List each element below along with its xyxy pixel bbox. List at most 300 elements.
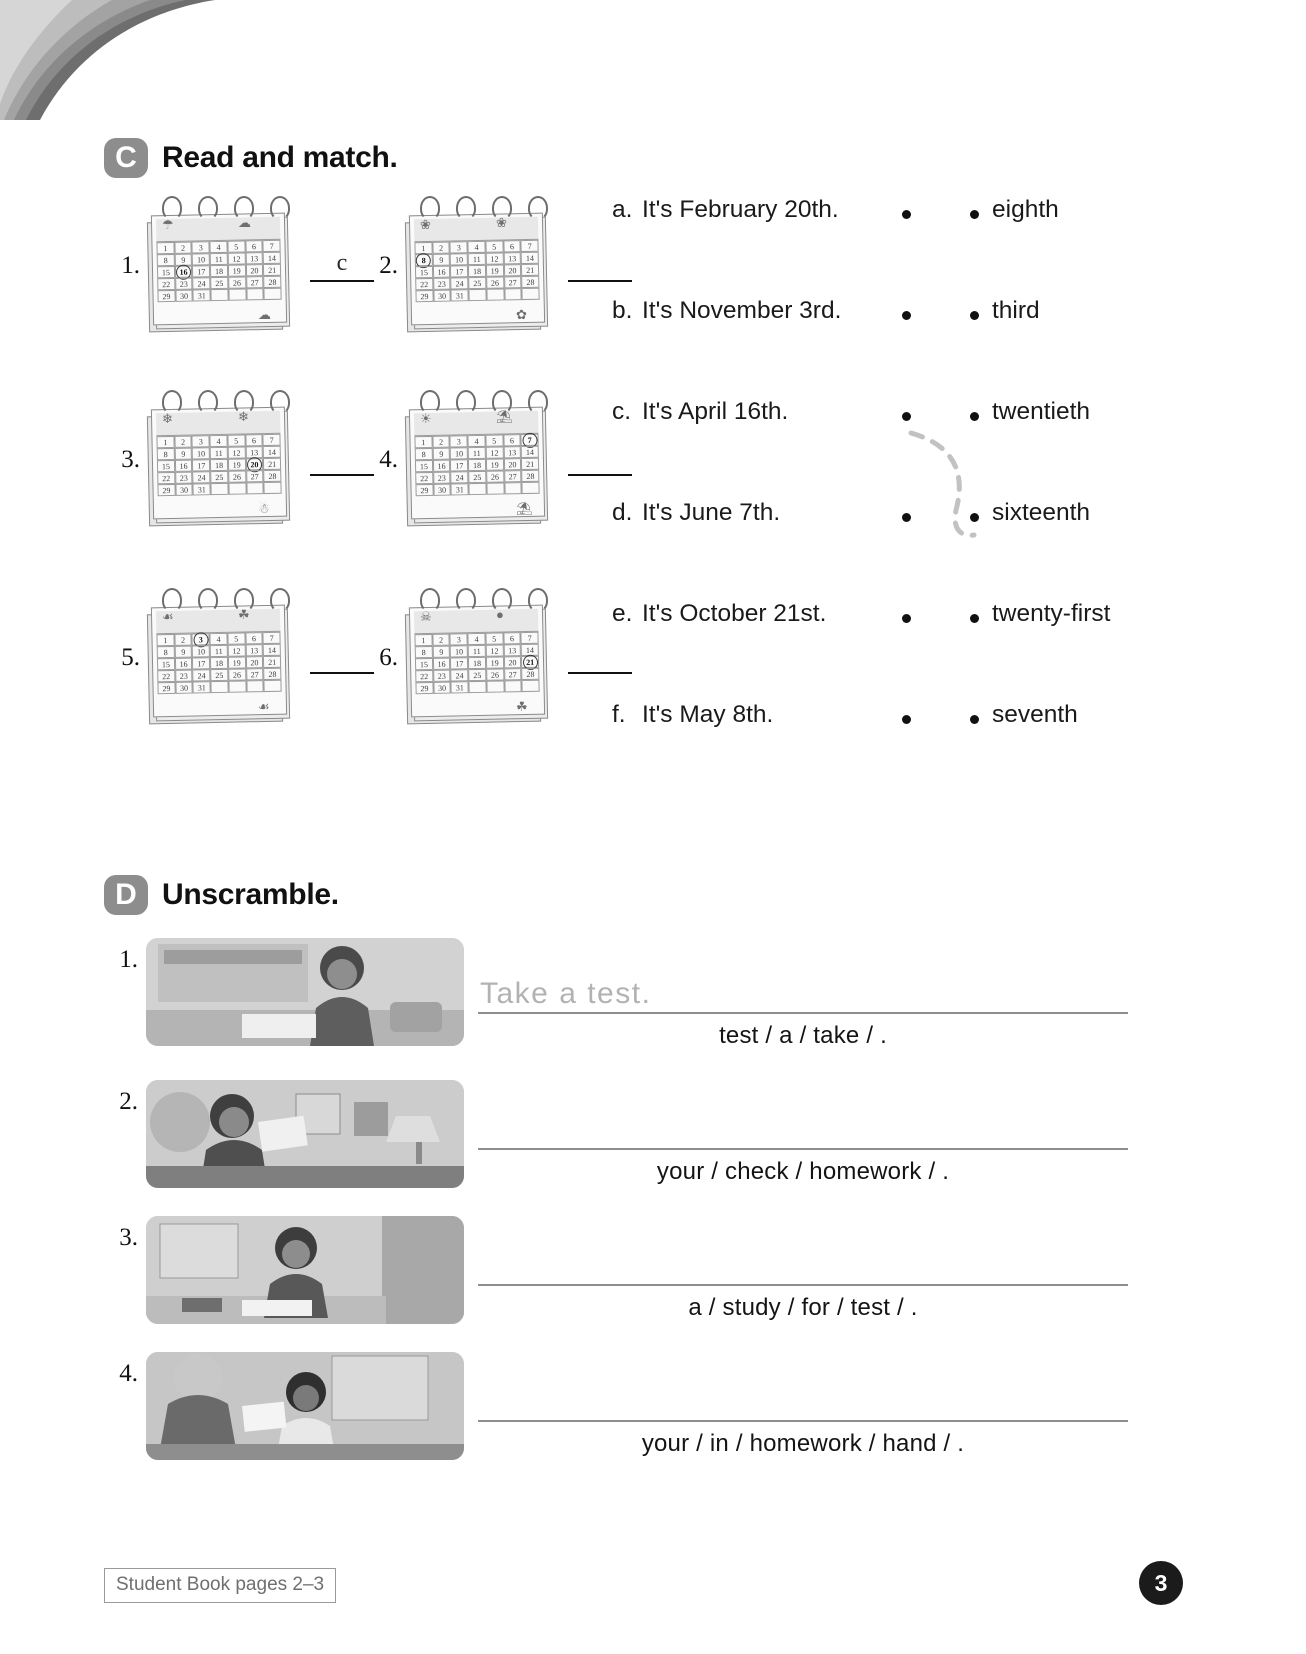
calendar-day-cell: 7 <box>263 632 281 644</box>
calendar-day-cell: 5 <box>485 240 503 252</box>
calendar-season-icon: ❄ <box>238 409 249 424</box>
calendar-day-cell: 5 <box>227 632 245 644</box>
calendar-day-cell: 9 <box>174 448 192 460</box>
section-d-badge: D <box>104 875 148 915</box>
match-right-text: seventh <box>992 701 1078 728</box>
calendar-day-cell: 8 <box>415 448 433 460</box>
match-left-dot[interactable] <box>902 412 911 421</box>
match-left-letter: d. <box>612 499 633 526</box>
section-c-header <box>104 138 398 178</box>
calendar-day-cell: 23 <box>175 278 193 290</box>
match-right-text: third <box>992 297 1040 324</box>
match-left-text: It's June 7th. <box>642 499 781 526</box>
unscramble-word-bank: test / a / take / . <box>719 1022 887 1049</box>
calendar-item-2 <box>362 196 632 336</box>
calendar-day-cell: 23 <box>175 670 193 682</box>
calendar-day-cell <box>246 680 264 692</box>
unscramble-item-1 <box>104 938 464 1046</box>
calendar-season-icon: ☂ <box>162 217 174 232</box>
calendar-day-cell: 17 <box>192 265 210 277</box>
calendar-day-cell: 10 <box>192 645 210 657</box>
calendar-day-cell: 13 <box>245 644 263 656</box>
calendar-day-cell: 28 <box>263 470 281 482</box>
calendar-season-icon: ☁ <box>258 307 271 322</box>
calendar-day-cell: 23 <box>433 278 451 290</box>
match-left-text: It's October 21st. <box>642 600 827 627</box>
match-row <box>612 600 1172 701</box>
calendar-day-cell: 18 <box>210 657 228 669</box>
unscramble-answer-area <box>478 968 1128 1050</box>
calendar-day-cell: 2 <box>432 436 450 448</box>
calendar-day-cell: 27 <box>246 668 264 680</box>
calendar-day-cell: 28 <box>521 276 539 288</box>
unscramble-write-line[interactable] <box>478 968 1128 1014</box>
corner-decoration <box>0 0 260 120</box>
match-left-dot[interactable] <box>902 513 911 522</box>
match-row <box>612 499 1172 600</box>
calendar-day-cell: 15 <box>415 658 433 670</box>
match-row <box>612 701 1172 802</box>
student-book-reference: Student Book pages 2–3 <box>104 1568 336 1603</box>
calendar-day-cell: 14 <box>263 252 281 264</box>
section-d-header <box>104 875 339 915</box>
calendar-day-cell <box>228 680 246 692</box>
calendar-day-cell: 6 <box>503 240 521 252</box>
calendar-season-icon: ✿ <box>516 307 527 322</box>
calendar-day-cell: 12 <box>228 446 246 458</box>
calendar-day-cell: 11 <box>468 253 486 265</box>
calendar-image <box>146 196 296 336</box>
calendar-day-cell: 2 <box>432 242 450 254</box>
calendar-day-cell: 26 <box>228 276 246 288</box>
match-right-text: eighth <box>992 196 1059 223</box>
calendar-day-cell: 4 <box>210 241 228 253</box>
calendar-day-cell: 6 <box>245 240 263 252</box>
match-right-dot[interactable] <box>970 715 979 724</box>
calendar-day-cell: 1 <box>156 242 174 254</box>
calendar-day-cell: 14 <box>263 644 281 656</box>
calendar-day-cell <box>522 482 540 494</box>
calendar-day-cell: 30 <box>175 682 193 694</box>
calendar-day-cell: 7 <box>521 240 539 252</box>
calendar-day-cell: 28 <box>521 668 539 680</box>
calendar-day-cell: 31 <box>193 289 211 301</box>
calendar-day-cell: 14 <box>521 644 539 656</box>
match-row <box>612 196 1172 297</box>
calendar-item-number: 1. <box>121 252 140 279</box>
calendar-season-icon: ⛱ <box>516 501 533 516</box>
calendar-day-cell: 26 <box>486 276 504 288</box>
unscramble-item-number: 4. <box>119 1360 138 1387</box>
calendar-day-cell: 17 <box>192 657 210 669</box>
match-left-text: It's April 16th. <box>642 398 789 425</box>
calendar-day-cell: 31 <box>451 483 469 495</box>
calendar-day-cell: 19 <box>486 458 504 470</box>
calendar-day-cell <box>486 482 504 494</box>
calendar-day-cell: 1 <box>414 634 432 646</box>
calendar-day-cell: 26 <box>486 470 504 482</box>
calendar-day-cell: 22 <box>415 670 433 682</box>
calendar-day-cell: 12 <box>228 644 246 656</box>
calendar-day-cell: 27 <box>246 470 264 482</box>
calendar-day-cell: 17 <box>450 265 468 277</box>
calendar-day-cell: 3 <box>192 241 210 253</box>
calendar-day-cell: 9 <box>174 646 192 658</box>
calendar-day-cell: 6 <box>245 434 263 446</box>
calendar-day-cell: 4 <box>468 435 486 447</box>
unscramble-item-number: 3. <box>119 1224 138 1251</box>
calendar-day-cell: 22 <box>157 278 175 290</box>
unscramble-answer-text: Take a test. <box>480 977 652 1010</box>
match-row <box>612 398 1172 499</box>
calendar-day-cell: 24 <box>193 471 211 483</box>
calendar-day-cell: 8 <box>157 448 175 460</box>
calendar-day-cell: 22 <box>415 472 433 484</box>
calendar-day-cell: 9 <box>432 646 450 658</box>
calendar-day-cell: 29 <box>157 290 175 302</box>
match-left-dot[interactable] <box>902 614 911 623</box>
calendar-day-cell: 8 <box>415 646 433 658</box>
calendar-day-cell: 21 <box>521 264 539 276</box>
calendar-day-cell: 24 <box>193 277 211 289</box>
match-area <box>612 196 1172 802</box>
unscramble-word-bank: your / check / homework / . <box>656 1158 950 1185</box>
calendar-day-cell <box>486 288 504 300</box>
match-left-option <box>612 398 788 426</box>
calendar-day-cell: 2 <box>432 634 450 646</box>
match-right-text: twenty-first <box>992 600 1111 627</box>
calendar-day-cell: 7 <box>263 434 281 446</box>
unscramble-item-4 <box>104 1352 464 1460</box>
calendar-item-5 <box>104 588 374 728</box>
calendar-day-cell: 16 <box>175 658 193 670</box>
section-d-title: Unscramble. <box>162 878 339 911</box>
calendar-day-cell: 19 <box>228 656 246 668</box>
calendar-item-number: 2. <box>379 252 398 279</box>
calendar-day-cell: 14 <box>263 446 281 458</box>
calendar-day-cell: 14 <box>521 446 539 458</box>
calendar-day-cell: 13 <box>503 252 521 264</box>
match-left-option <box>612 600 826 628</box>
calendar-day-cell <box>522 288 540 300</box>
calendar-day-cell: 21 <box>263 656 281 668</box>
calendar-day-cell: 30 <box>433 290 451 302</box>
calendar-day-cell <box>264 482 282 494</box>
match-left-text: It's November 3rd. <box>642 297 842 324</box>
calendar-day-cell: 12 <box>228 252 246 264</box>
calendar-day-cell: 24 <box>451 277 469 289</box>
calendar-day-cell: 11 <box>468 447 486 459</box>
calendar-day-cell <box>469 681 487 693</box>
calendar-day-cell: 25 <box>468 471 486 483</box>
calendar-day-cell: 11 <box>210 253 228 265</box>
calendar-day-cell: 3 <box>450 633 468 645</box>
calendar-day-cell <box>469 483 487 495</box>
calendar-day-cell: 8 <box>157 254 175 266</box>
calendar-day-cell: 15 <box>415 460 433 472</box>
calendar-image <box>404 196 554 336</box>
match-right-dot[interactable] <box>970 412 979 421</box>
calendar-day-cell: 21 <box>263 264 281 276</box>
calendar-day-cell: 7 <box>521 632 539 644</box>
unscramble-item-number: 2. <box>119 1088 138 1115</box>
calendar-season-icon: ☠ <box>420 609 432 624</box>
unscramble-illustration <box>146 1080 464 1188</box>
calendar-season-icon: ❀ <box>420 217 431 232</box>
match-left-text: It's May 8th. <box>642 701 774 728</box>
match-left-dot[interactable] <box>902 210 911 219</box>
calendar-day-cell: 24 <box>193 669 211 681</box>
calendar-day-cell: 26 <box>228 668 246 680</box>
calendar-day-cell <box>228 482 246 494</box>
calendar-day-cell: 18 <box>210 265 228 277</box>
calendar-season-icon: ● <box>496 607 504 622</box>
calendar-day-cell: 27 <box>504 276 522 288</box>
calendar-day-cell: 10 <box>450 253 468 265</box>
calendar-day-cell: 24 <box>451 669 469 681</box>
calendar-day-cell: 28 <box>263 668 281 680</box>
match-left-option <box>612 701 773 729</box>
calendar-item-number: 4. <box>379 446 398 473</box>
page-number-badge: 3 <box>1139 1561 1183 1605</box>
calendar-season-icon: ⛱ <box>496 409 513 424</box>
calendar-day-cell: 11 <box>210 645 228 657</box>
calendar-day-cell: 24 <box>451 471 469 483</box>
calendar-day-cell: 25 <box>210 471 228 483</box>
calendar-day-cell: 9 <box>174 254 192 266</box>
unscramble-word-bank: your / in / homework / hand / . <box>641 1430 965 1457</box>
calendar-day-cell: 19 <box>228 458 246 470</box>
calendar-day-cell: 10 <box>450 447 468 459</box>
calendar-day-cell: 23 <box>433 472 451 484</box>
calendar-day-cell: 15 <box>157 658 175 670</box>
calendar-day-cell: 2 <box>174 634 192 646</box>
calendar-day-cell: 25 <box>210 669 228 681</box>
calendar-day-cell <box>504 680 522 692</box>
calendar-day-cell: 14 <box>521 252 539 264</box>
calendar-day-cell: 16 <box>175 460 193 472</box>
calendar-item-6 <box>362 588 632 728</box>
calendar-day-cell: 21 <box>521 458 539 470</box>
calendar-day-cell: 31 <box>451 289 469 301</box>
calendar-day-cell: 13 <box>503 446 521 458</box>
calendar-day-cell: 4 <box>468 633 486 645</box>
calendar-day-cell <box>228 288 246 300</box>
calendar-day-cell: 26 <box>486 668 504 680</box>
unscramble-item-2 <box>104 1080 464 1188</box>
calendar-day-cell: 20 <box>503 656 521 668</box>
calendar-day-cell: 12 <box>486 644 504 656</box>
match-left-option <box>612 297 841 325</box>
calendar-day-cell: 11 <box>468 645 486 657</box>
calendar-image <box>404 588 554 728</box>
calendar-day-cell: 29 <box>415 484 433 496</box>
match-left-letter: e. <box>612 600 633 627</box>
calendar-day-cell: 28 <box>263 276 281 288</box>
match-left-dot[interactable] <box>902 311 911 320</box>
calendar-day-cell: 17 <box>450 459 468 471</box>
calendar-item-number: 3. <box>121 446 140 473</box>
calendar-image <box>146 390 296 530</box>
calendar-day-cell: 5 <box>227 240 245 252</box>
calendar-day-cell: 13 <box>245 252 263 264</box>
calendar-day-cell: 7 <box>263 240 281 252</box>
calendar-day-cell: 29 <box>415 290 433 302</box>
calendar-day-cell: 16 <box>175 266 193 278</box>
calendar-day-cell: 2 <box>174 242 192 254</box>
calendar-day-cell: 15 <box>415 266 433 278</box>
calendar-day-cell: 9 <box>432 254 450 266</box>
calendar-day-cell <box>246 482 264 494</box>
calendar-day-cell: 20 <box>245 264 263 276</box>
calendar-day-cell: 17 <box>192 459 210 471</box>
calendar-day-cell: 3 <box>192 633 210 645</box>
calendar-day-cell: 4 <box>210 633 228 645</box>
match-right-dot[interactable] <box>970 513 979 522</box>
calendar-item-1 <box>104 196 374 336</box>
calendar-day-cell: 29 <box>157 484 175 496</box>
match-left-dot[interactable] <box>902 715 911 724</box>
unscramble-answer-area <box>478 1104 1128 1186</box>
calendar-day-cell: 20 <box>503 264 521 276</box>
calendar-day-cell <box>211 289 229 301</box>
calendar-answer-blank[interactable]: c <box>310 250 374 282</box>
unscramble-item-3 <box>104 1216 464 1324</box>
calendar-day-cell: 21 <box>521 656 539 668</box>
calendar-day-cell: 25 <box>468 669 486 681</box>
match-row <box>612 297 1172 398</box>
calendar-day-cell: 27 <box>504 470 522 482</box>
calendar-day-cell: 22 <box>415 278 433 290</box>
calendar-day-cell <box>211 483 229 495</box>
calendar-day-cell <box>504 482 522 494</box>
calendar-season-icon: ☙ <box>258 699 270 714</box>
calendar-day-cell: 18 <box>468 459 486 471</box>
calendar-day-cell: 22 <box>157 472 175 484</box>
match-left-letter: f. <box>612 701 626 728</box>
calendar-day-cell: 23 <box>433 670 451 682</box>
calendar-day-cell: 30 <box>175 290 193 302</box>
calendar-image <box>404 390 554 530</box>
calendar-day-cell: 31 <box>193 483 211 495</box>
calendar-day-cell: 13 <box>245 446 263 458</box>
calendar-day-cell: 31 <box>451 681 469 693</box>
calendar-day-cell: 20 <box>245 656 263 668</box>
calendar-season-icon: ☀ <box>420 411 432 426</box>
calendar-season-icon: ☙ <box>162 609 174 624</box>
calendar-day-cell: 27 <box>246 276 264 288</box>
calendar-day-cell: 18 <box>468 657 486 669</box>
calendar-day-cell: 27 <box>504 668 522 680</box>
match-left-option <box>612 196 839 224</box>
calendar-day-cell <box>246 288 264 300</box>
calendar-day-cell <box>264 680 282 692</box>
calendar-day-cell: 12 <box>486 446 504 458</box>
calendar-day-cell: 4 <box>210 435 228 447</box>
calendar-day-cell: 15 <box>157 460 175 472</box>
calendar-item-3 <box>104 390 374 530</box>
calendar-day-cell: 7 <box>521 434 539 446</box>
calendar-day-cell: 25 <box>210 277 228 289</box>
calendar-day-cell <box>486 680 504 692</box>
calendar-day-cell <box>211 681 229 693</box>
calendar-day-cell: 23 <box>175 472 193 484</box>
calendar-day-cell: 16 <box>433 658 451 670</box>
calendar-day-cell: 25 <box>468 277 486 289</box>
calendar-day-cell: 13 <box>503 644 521 656</box>
match-left-text: It's February 20th. <box>642 196 839 223</box>
calendar-day-cell: 4 <box>468 241 486 253</box>
calendar-day-cell: 16 <box>433 460 451 472</box>
calendar-day-cell <box>504 288 522 300</box>
calendar-day-cell: 8 <box>415 254 433 266</box>
calendar-day-cell: 16 <box>433 266 451 278</box>
calendar-image <box>146 588 296 728</box>
match-right-dot[interactable] <box>970 311 979 320</box>
calendar-season-icon: ❄ <box>162 411 173 426</box>
match-right-dot[interactable] <box>970 614 979 623</box>
match-right-text: sixteenth <box>992 499 1091 526</box>
calendar-day-cell: 30 <box>433 484 451 496</box>
unscramble-illustration <box>146 1352 464 1460</box>
unscramble-answer-area <box>478 1240 1128 1322</box>
calendar-day-cell: 10 <box>192 447 210 459</box>
calendar-item-4 <box>362 390 632 530</box>
calendar-day-cell: 15 <box>157 266 175 278</box>
unscramble-write-line[interactable] <box>478 1376 1128 1422</box>
calendar-day-cell: 30 <box>175 484 193 496</box>
unscramble-write-line[interactable] <box>478 1104 1128 1150</box>
calendar-day-cell: 8 <box>157 646 175 658</box>
match-right-text: twentieth <box>992 398 1091 425</box>
calendar-day-cell: 10 <box>192 253 210 265</box>
unscramble-word-bank: a / study / for / test / . <box>688 1294 918 1321</box>
calendar-day-cell: 19 <box>486 656 504 668</box>
match-left-letter: a. <box>612 196 633 223</box>
match-right-dot[interactable] <box>970 210 979 219</box>
calendar-day-cell: 26 <box>228 470 246 482</box>
calendar-day-cell: 22 <box>157 670 175 682</box>
unscramble-illustration <box>146 938 464 1046</box>
unscramble-write-line[interactable] <box>478 1240 1128 1286</box>
calendar-day-cell: 1 <box>156 634 174 646</box>
calendar-day-cell: 1 <box>414 436 432 448</box>
calendar-day-cell: 20 <box>245 458 263 470</box>
calendar-day-cell: 18 <box>468 265 486 277</box>
calendar-day-cell: 3 <box>450 435 468 447</box>
unscramble-item-number: 1. <box>119 946 138 973</box>
calendar-item-number: 6. <box>379 644 398 671</box>
section-c-badge: C <box>104 138 148 178</box>
unscramble-answer-area <box>478 1376 1128 1458</box>
calendar-day-cell: 29 <box>415 682 433 694</box>
calendar-day-cell: 5 <box>485 632 503 644</box>
calendar-season-icon: ❀ <box>496 215 507 230</box>
calendar-day-cell: 18 <box>210 459 228 471</box>
match-left-letter: b. <box>612 297 633 324</box>
calendar-day-cell: 3 <box>450 241 468 253</box>
calendar-day-cell: 3 <box>192 435 210 447</box>
calendar-day-cell: 30 <box>433 682 451 694</box>
calendar-season-icon: ☃ <box>258 501 270 516</box>
calendar-day-cell: 31 <box>193 681 211 693</box>
calendar-season-icon: ☁ <box>238 215 251 230</box>
calendar-day-cell: 2 <box>174 436 192 448</box>
calendar-day-cell: 19 <box>228 264 246 276</box>
match-left-letter: c. <box>612 398 632 425</box>
calendar-day-cell: 20 <box>503 458 521 470</box>
calendar-day-cell <box>522 680 540 692</box>
